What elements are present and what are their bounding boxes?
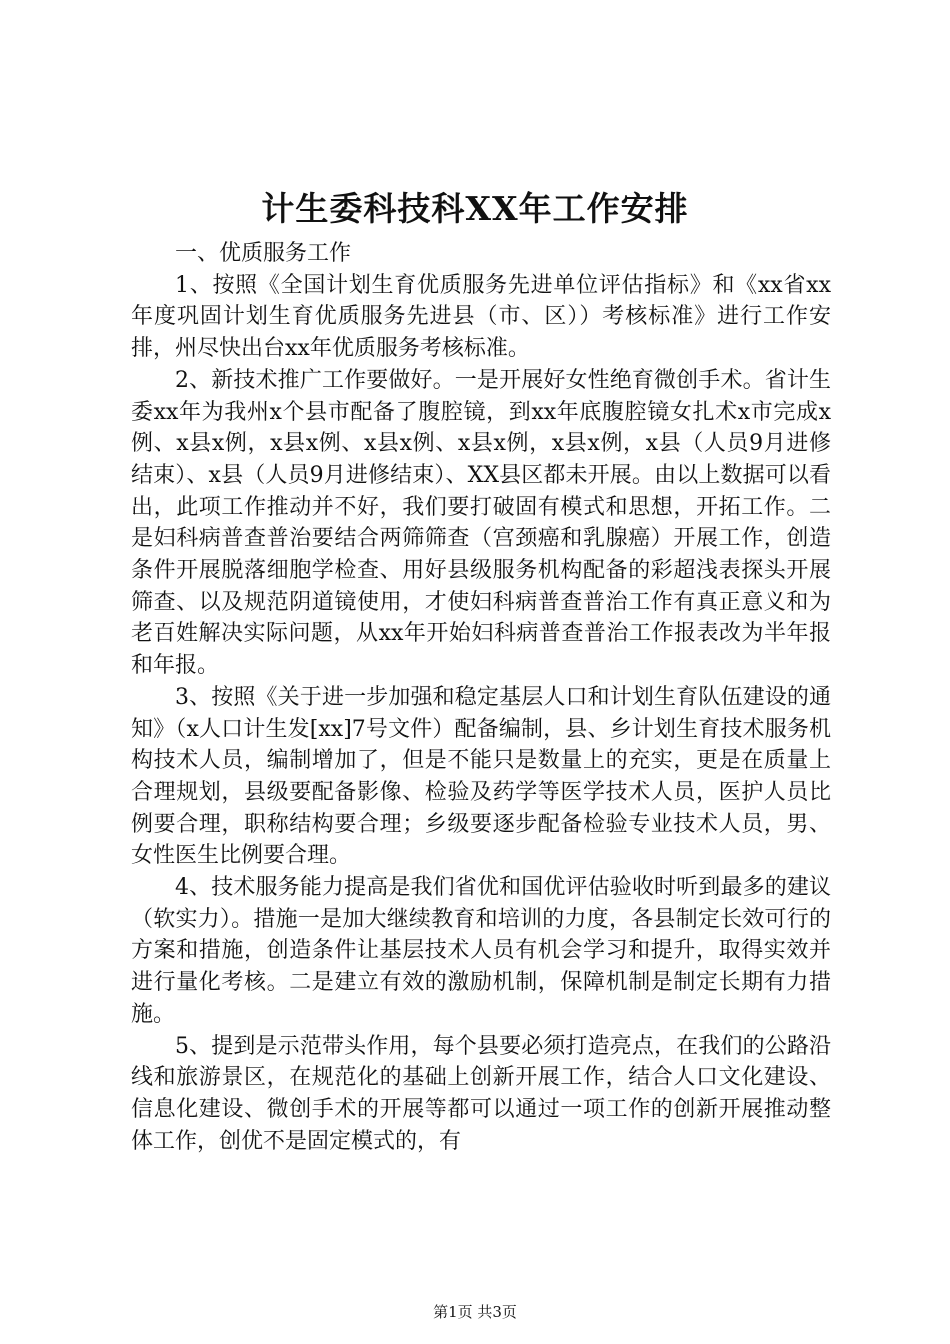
paragraph-2: 2、新技术推广工作要做好。一是开展好女性绝育微创手术。省计生委xx年为我州x个县市配备了腹腔镜，到xx年底腹腔镜女扎术x市完成x例、x县x例，x县x例、x县x例、x县x例，x县x例，x县（人员9月进修结束）、x县（人员9月进修结束）、XX县区都未开展。由以上数据可以看出，此项工作推动并不好，我们要打破固有模式和思想，开拓工作。二是妇科病普查普治要结合两筛筛查（宫颈癌和乳腺癌）开展工作，创造条件开展脱落细胞学检查、用好县级服务机构配备的彩超浅表探头开展筛查、以及规范阴道镜使用，才使妇科病普查普治工作有真正意义和为老百姓解决实际问题，从xx年开始妇科病普查普治工作报表改为半年报和年报。 [131, 367, 831, 679]
paragraph-1: 1、按照《全国计划生育优质服务先进单位评估指标》和《xx省xx年度巩固计划生育优质服务先进县（市、区））考核标准》进行工作安排，州尽快出台xx年优质服务考核标准。 [131, 272, 831, 362]
paragraph-4: 4、技术服务能力提高是我们省优和国优评估验收时听到最多的建议（软实力）。措施一是加大继续教育和培训的力度，各县制定长效可行的方案和措施，创造条件让基层技术人员有机会学习和提升，取得实效并进行量化考核。二是建立有效的激励机制，保障机制是制定长期有力措施。 [131, 875, 831, 1027]
document-title: 计生委科技科XX年工作安排 [261, 189, 689, 228]
paragraph-3: 3、按照《关于进一步加强和稳定基层人口和计划生育队伍建设的通知》（x人口计生发[xx]7号文件）配备编制，县、乡计划生育技术服务机构技术人员，编制增加了，但是不能只是数量上的充实，更是在质量上合理规划，县级要配备影像、检验及药学等医学技术人员，医护人员比例要合理，职称结构要合理；乡级要逐步配备检验专业技术人员，男、女性医生比例要合理。 [131, 684, 831, 869]
paragraph-5: 5、提到是示范带头作用，每个县要必须打造亮点，在我们的公路沿线和旅游景区，在规范化的基础上创新开展工作，结合人口文化建设、信息化建设、微创手术的开展等都可以通过一项工作的创新开展推动整体工作，创优不是固定模式的，有 [131, 1033, 831, 1154]
document-body [131, 238, 831, 1157]
section-heading: 一、优质服务工作 [175, 241, 352, 266]
page-footer: 第1页 共3页 [433, 1303, 517, 1321]
